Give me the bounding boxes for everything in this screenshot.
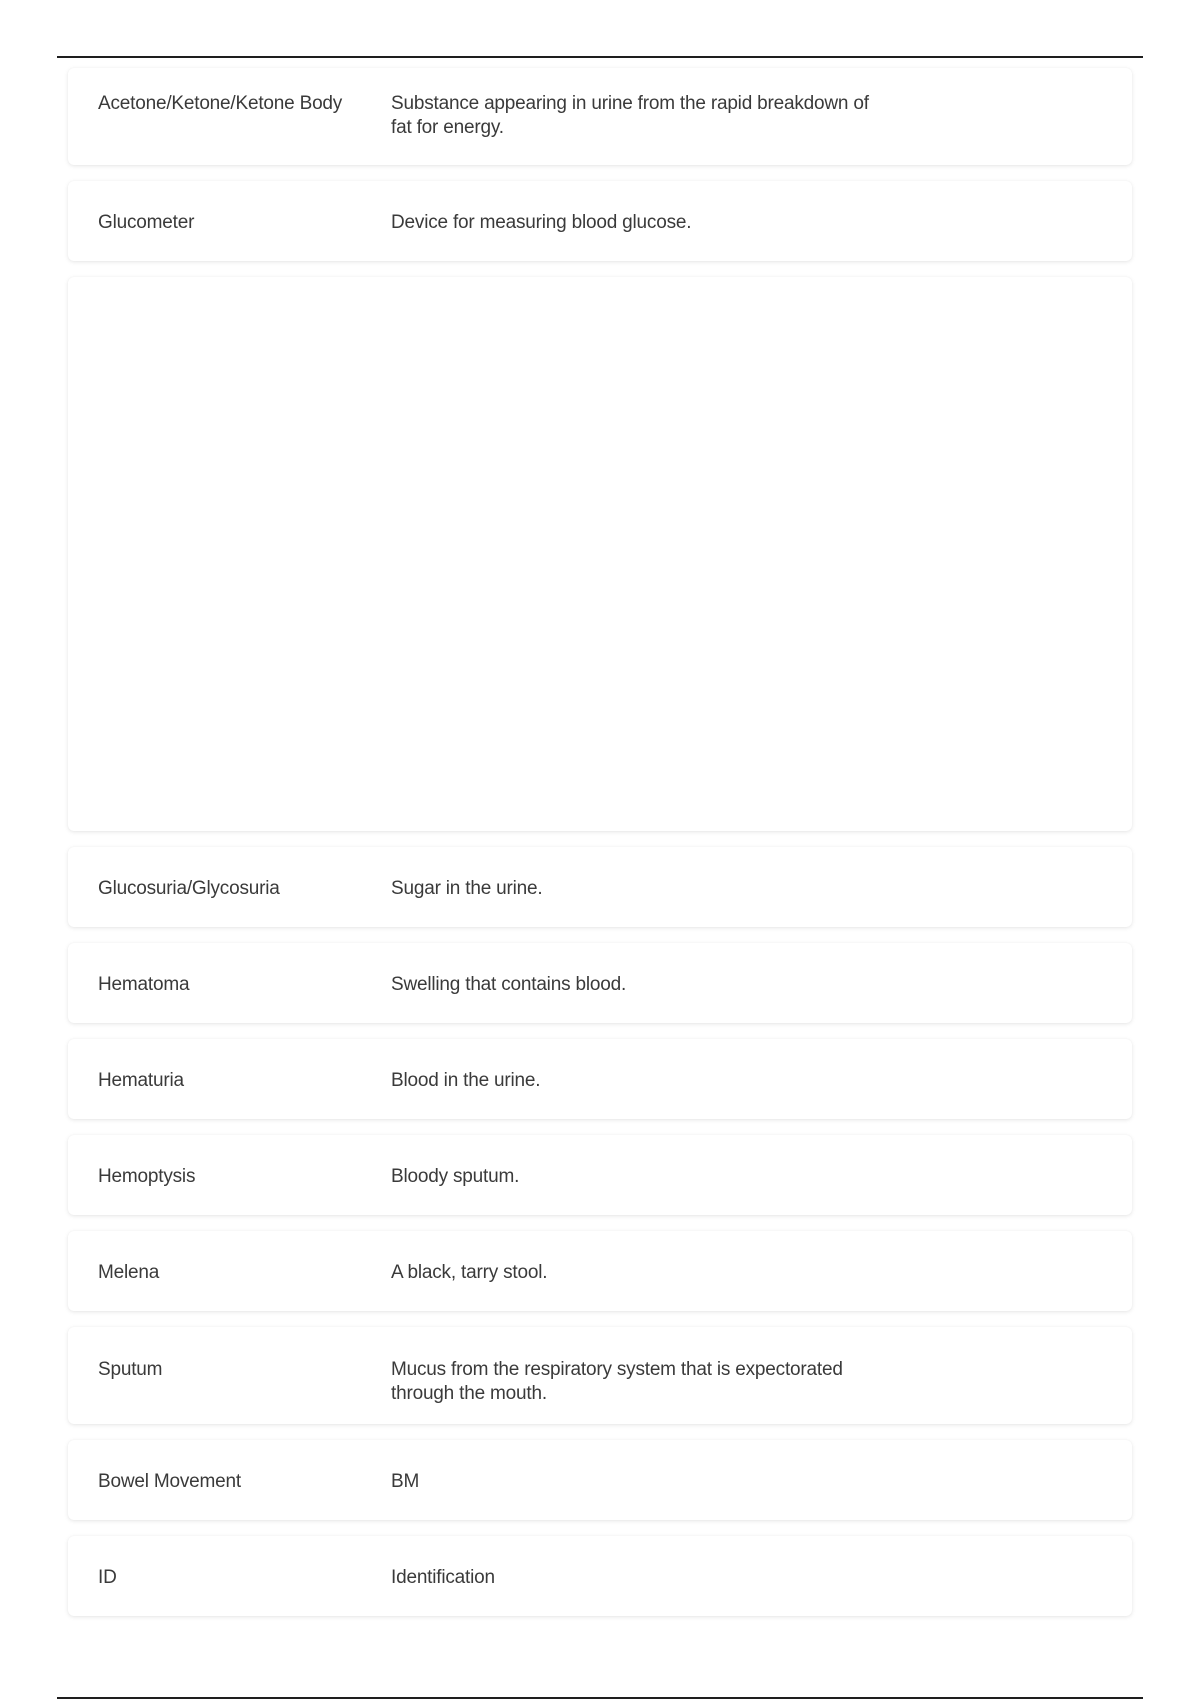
flashcard-row [68,943,1132,1023]
empty-card [68,277,1132,831]
definition: A black, tarry stool. [391,1262,548,1283]
definition: Mucus from the respiratory system that is expectorated through the mouth. [391,1359,843,1404]
term: Glucosuria/Glycosuria [98,878,280,899]
flashcard-row [68,1440,1132,1520]
definition: BM [391,1471,420,1492]
top-divider [57,56,1143,58]
flashcard-row [68,1536,1132,1616]
term: Hemoptysis [98,1166,196,1187]
term: Bowel Movement [98,1471,241,1492]
definition: Blood in the urine. [391,1070,541,1091]
flashcard-row [68,1039,1132,1119]
term: Sputum [98,1359,163,1380]
flashcard-row [68,1231,1132,1311]
definition: Substance appearing in urine from the rapid breakdown of fat for energy. [391,93,869,138]
definition: Identification [391,1567,495,1588]
term: Melena [98,1262,160,1283]
term: Hematuria [98,1070,184,1091]
flashcard-row [68,1135,1132,1215]
term: ID [98,1567,117,1588]
bottom-divider [57,1697,1143,1699]
flashcard-row [68,181,1132,261]
definition: Swelling that contains blood. [391,974,627,995]
definition: Device for measuring blood glucose. [391,212,692,233]
flashcard-row [68,847,1132,927]
term: Acetone/Ketone/Ketone Body [98,93,343,114]
flashcard-row [68,1327,1132,1424]
term: Glucometer [98,212,195,233]
flashcard-list [68,68,1132,1632]
definition: Bloody sputum. [391,1166,520,1187]
definition: Sugar in the urine. [391,878,543,899]
flashcard-row [68,68,1132,165]
term: Hematoma [98,974,190,995]
